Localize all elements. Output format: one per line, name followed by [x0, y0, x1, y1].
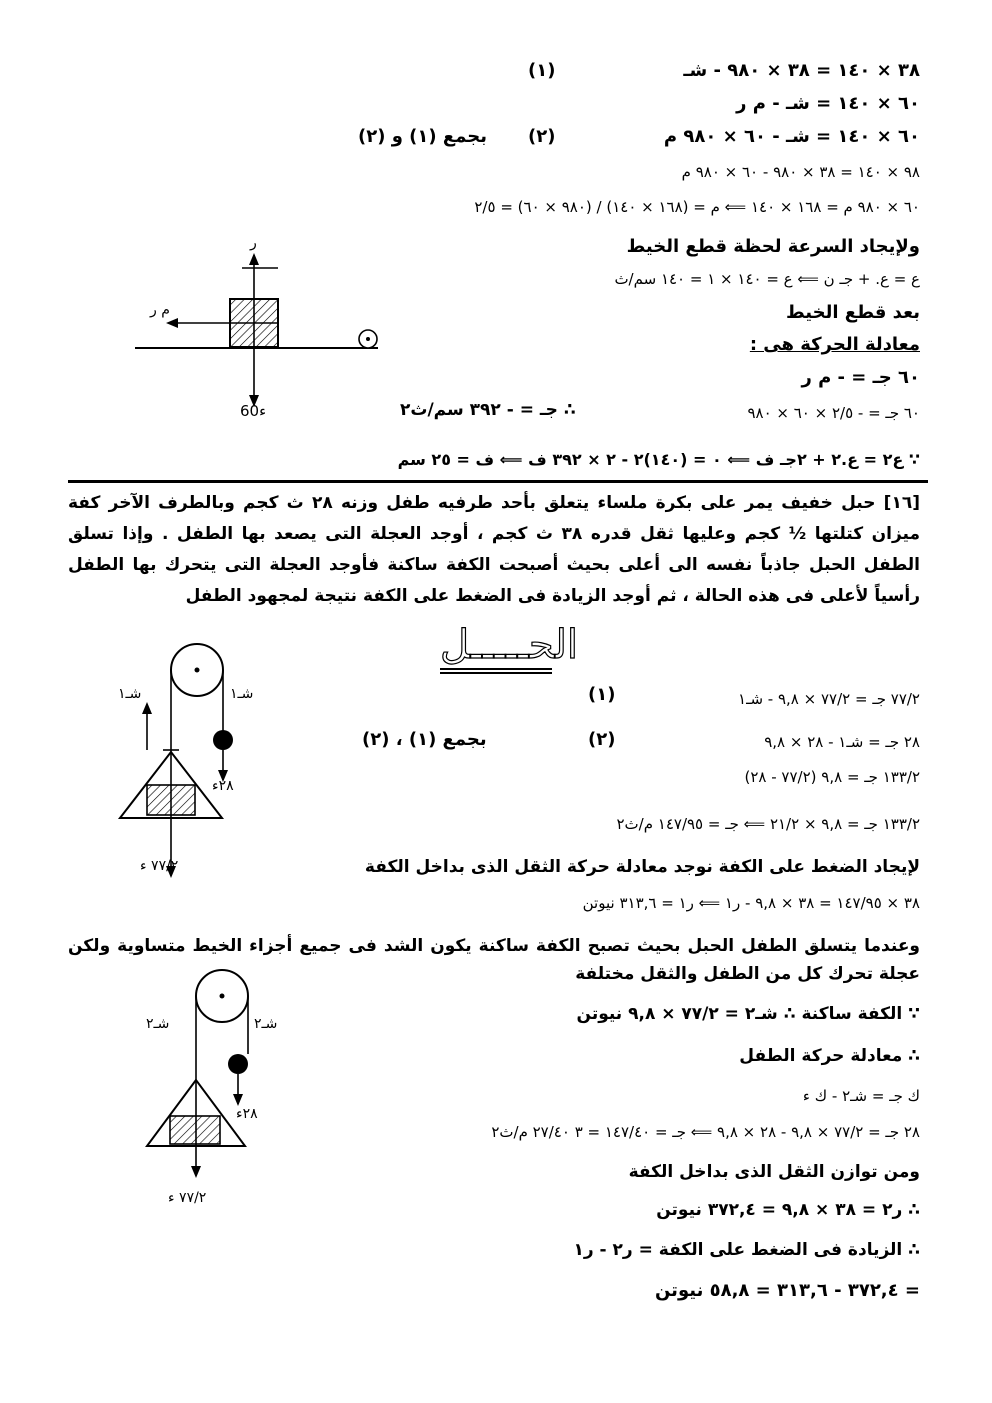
eq-line-2: ٦٠ × ١٤٠ = شـ - م ر	[736, 93, 920, 114]
p2-eq-line-2: ٢٨ جـ = شـ١ - ٢٨ × ٩,٨	[764, 733, 920, 751]
eq-tag-2: (٢)	[528, 126, 556, 147]
diagram1-weight-label: 60ء	[240, 402, 267, 420]
eq-line-3: ٦٠ × ١٤٠ = شـ - ٦٠ × ٩٨٠ م	[663, 126, 920, 147]
eq-line-4: ٩٨ × ١٤٠ = ٣٨ × ٩٨٠ - ٦٠ × ٩٨٠ م	[681, 163, 920, 181]
p2-eq-tag-1: (١)	[588, 684, 616, 705]
pan-load	[170, 1116, 220, 1144]
diagram1-r-label: ر	[250, 235, 257, 251]
child-mass	[228, 1054, 248, 1074]
pulley-axle	[220, 994, 225, 999]
eq-line-7-result: ∴ جـ = - ٣٩٢ سم/ث٢	[400, 400, 576, 420]
diagram2-tension-left: شـ١	[118, 686, 142, 702]
friction-arrow-head	[166, 318, 178, 328]
child-mass	[213, 730, 233, 750]
eq-note-add: بجمع (١) و (٢)	[358, 126, 488, 147]
eq-tag-1: (١)	[528, 60, 556, 81]
p2-eq-line-11: ∴ ر٢ = ٣٨ × ٩,٨ = ٣٧٢,٤ نيوتن	[656, 1200, 920, 1220]
p2-eq-line-6: ∵ الكفة ساكنة ∴ شـ٢ = ٧٧/٢ × ٩,٨ نيوتن	[576, 1004, 920, 1024]
p2-eq-line-5: ٣٨ × ١٤٧/٩٥ = ٣٨ × ٩,٨ - ر١ ⟸ ر١ = ٣١٣,٦ نيوتن	[582, 894, 920, 912]
after-cut-heading: بعد قطع الخيط	[786, 302, 920, 323]
diagram3-tension-left: شـ٢	[146, 1016, 170, 1032]
pulley-diagram-2	[110, 970, 270, 1220]
diagram3-child-weight: ٢٨ء	[236, 1106, 258, 1122]
p2-paragraph: وعندما يتسلق الطفل الحبل بحيث تصبح الكفة ساكنة يكون الشد فى جميع أجزاء الخيط متساوية ولكن عجلة تحرك كل من الطفل والثقل مختلفة	[68, 936, 920, 984]
p2-eq-line-12: ∴ الزيادة فى الضغط على الكفة = ر٢ - ر١	[573, 1240, 920, 1260]
p2-eq-tag-2: (٢)	[588, 729, 616, 750]
solution-title: الحـــــل	[440, 622, 579, 668]
p2-eq-line-7: ∴ معادلة حركة الطفل	[739, 1046, 920, 1066]
solution-title-underline	[440, 668, 552, 670]
diagram2-tension-right: شـ١	[230, 686, 254, 702]
p2-eq-note-add: بجمع (١) ، (٢)	[362, 729, 487, 750]
final-eq: ∵ ع٢ = ع.٢ + ٢جـ ف ⟸ ٠ = (١٤٠)٢ - ٢ × ٣٩٢ ف ⟸ ف = ٢٥ سم	[397, 450, 920, 469]
section-divider	[68, 480, 928, 483]
diagram3-pan-weight: ٧٧/٢ ء	[168, 1190, 207, 1206]
diagram1-mr-label: م ر	[150, 302, 170, 318]
diagram2-pan-weight: ٧٧/٢ ء	[140, 858, 179, 874]
motion-eq-heading: معادلة الحركة هى :	[749, 334, 920, 355]
p2-eq-line-9: ٢٨ جـ = ٧٧/٢ × ٩,٨ - ٢٨ × ٩,٨ ⟸ جـ = ١٤٧/٤٠ = ٣ ٢٧/٤٠ م/ث٢	[491, 1123, 920, 1141]
pressure-heading: لإيجاد الضغط على الكفة نوجد معادلة حركة الثقل الذى بداخل الكفة	[364, 857, 920, 877]
diagram3-tension-right: شـ٢	[254, 1016, 278, 1032]
eq-line-7: ٦٠ جـ = - ٢/٥ × ٦٠ × ٩٨٠	[747, 404, 920, 422]
eq-line-6: ٦٠ جـ = - م ر	[801, 367, 920, 388]
p2-eq-line-3: ١٣٣/٢ جـ = ٩,٨ (٧٧/٢ - ٢٨)	[744, 768, 920, 786]
p2-eq-line-10: ومن توازن الثقل الذى بداخل الكفة	[628, 1162, 920, 1182]
pan-weight-arrow-head	[191, 1166, 201, 1178]
pulley-diagram-1	[110, 640, 270, 890]
reaction-arrow-head	[249, 253, 259, 265]
p2-eq-line-13: = ٣٧٢,٤ - ٣١٣,٦ = ٥٨,٨ نيوتن	[654, 1280, 920, 1301]
eq-line-5: ٦٠ × ٩٨٠ م = ١٦٨ × ١٤٠ ⟸ م = (١٦٨ × ١٤٠) / (٩٨٠ × ٦٠) = ٢/٥	[474, 198, 920, 216]
child-weight-arrow-head	[233, 1094, 243, 1106]
eq-line-1: ٣٨ × ١٤٠ = ٣٨ × ٩٨٠ - شـ	[683, 60, 920, 81]
p2-eq-line-1: ٧٧/٢ جـ = ٧٧/٢ × ٩,٨ - شـ١	[738, 690, 920, 708]
problem-16-text: [١٦] حبل خفيف يمر على بكرة ملساء يتعلق بأحد طرفيه طفل وزنه ٢٨ ث كجم وبالطرف الآخر كفة ميزان كتلتها ½ كجم وعليها ثقل قدره ٣٨ ث كجم ، أوجد العجلة التى يصعد بها الطفل . وإذا تسلق الطفل الحبل جاذباً نفسه الى أعلى بحيث أصبحت الكفة ساكنة فأوجد العجلة التى يتحرك بها الطفل رأسياً لأعلى فى هذه الحالة ، ثم أوجد الزيادة فى الضغط على الكفة نتيجة لمجهود الطفل	[68, 493, 920, 606]
velocity-heading: ولإيجاد السرعة لحظة قطع الخيط	[626, 236, 920, 257]
pulley-axle	[195, 668, 200, 673]
diagram2-child-weight: ٢٨ء	[212, 778, 234, 794]
p2-eq-line-8: ك جـ = شـ٢ - ك ء	[802, 1087, 920, 1105]
p2-eq-line-4: ١٣٣/٢ جـ = ٩,٨ × ٢١/٢ ⟸ جـ = ١٤٧/٩٥ م/ث٢	[616, 815, 920, 833]
velocity-eq: ع = ع. + جـ ن ⟸ ع = ١٤٠ × ١ = ١٤٠ سم/ث	[614, 270, 920, 288]
